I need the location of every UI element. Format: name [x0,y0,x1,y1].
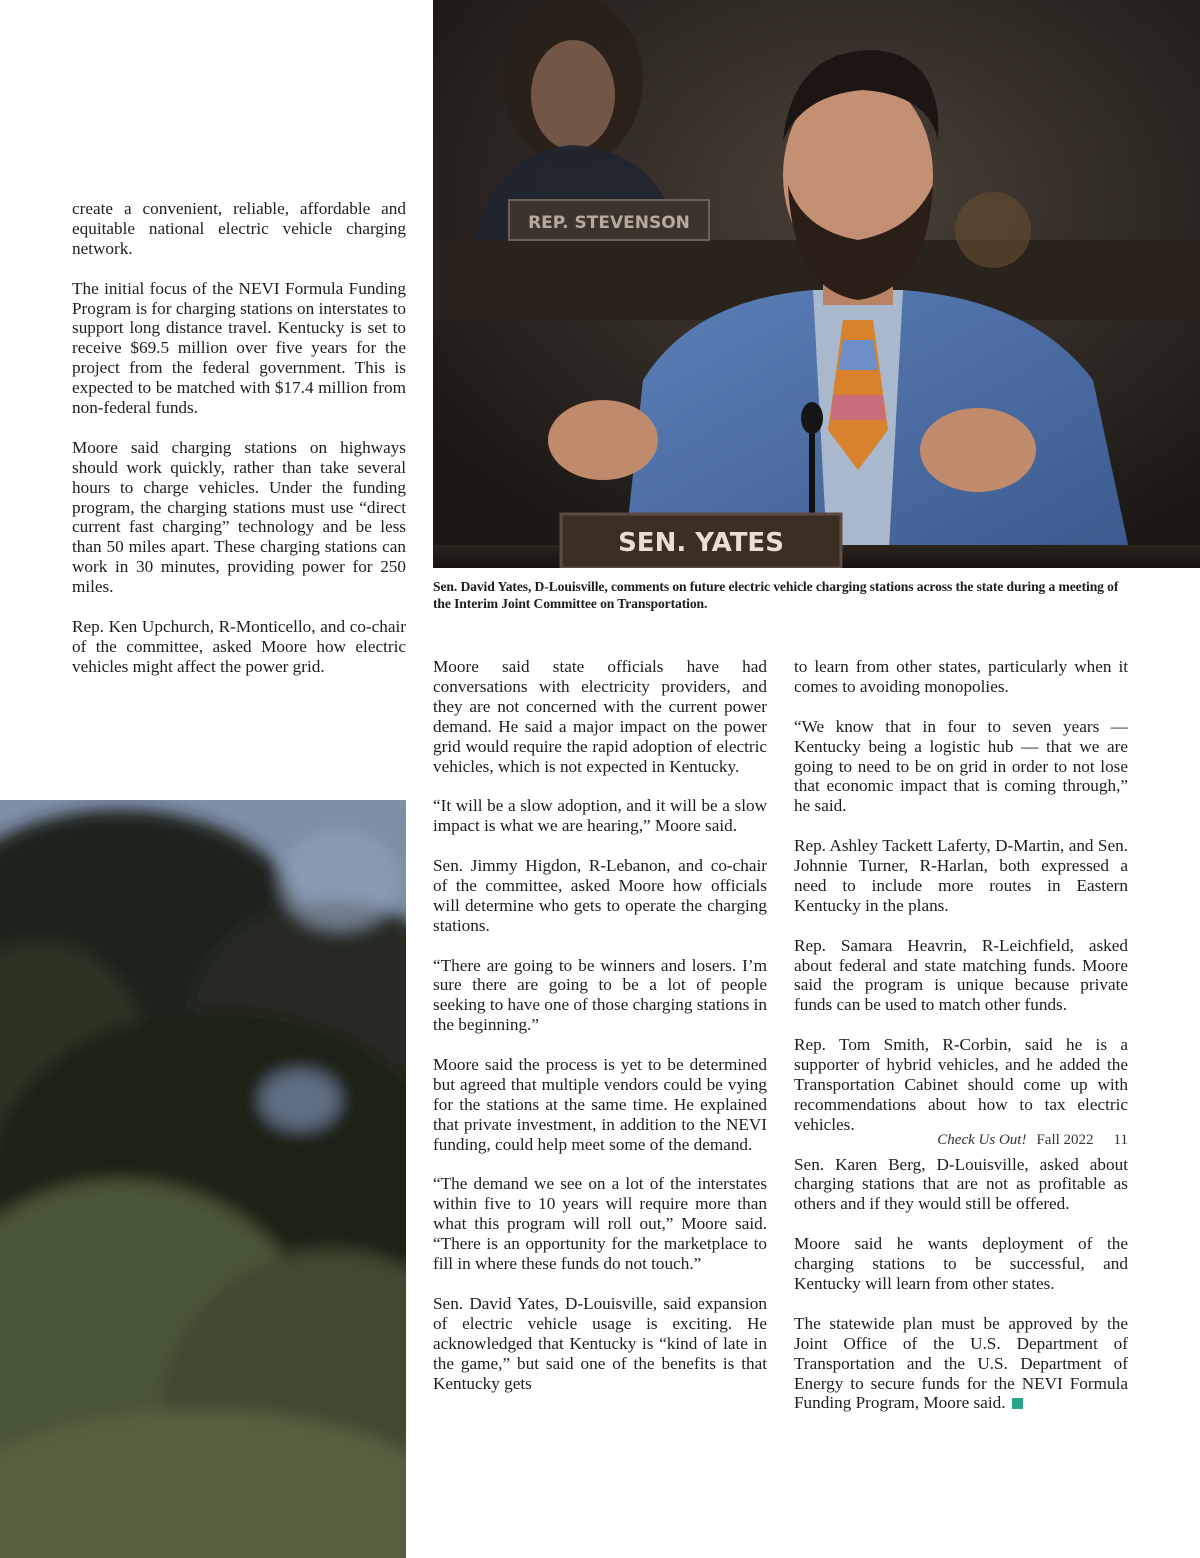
back-nameplate: REP. STEVENSON [528,213,690,233]
paragraph: Rep. Tom Smith, R-Corbin, said he is a supporter of hybrid vehicles, and he added the Transportation Cabinet should come up with recommendations about how to tax electric vehicles. [794,1035,1128,1134]
left-text-column [72,199,406,697]
paragraph: “It will be a slow adoption, and it will be a slow impact is what we are hearing,” Moore said. [433,796,767,836]
end-of-article-mark [1012,1398,1023,1409]
senator-yates-photo [433,0,1200,568]
page-footer [937,1132,1128,1149]
trees-photo [0,800,406,1558]
senator-yates-photo-illustration [433,0,1200,568]
paragraph: Sen. David Yates, D-Louisville, said expansion of electric vehicle usage is exciting. He acknowledged that Kentucky is “kind of late in the game,” but said one of the benefits is that Kentucky gets [433,1293,767,1393]
trees-photo-illustration [0,800,406,1558]
paragraph: create a convenient, reliable, affordable and equitable national electric vehicle charging network. [72,199,406,258]
paragraph: Moore said he wants deployment of the charging stations to be successful, and Kentucky will learn from other states. [794,1234,1128,1293]
paragraph: Moore said the process is yet to be determined but agreed that multiple vendors could be vying for the stations at the same time. He explained that private investment, in addition to the NEVI funding, could help meet some of the demand. [433,1055,767,1154]
final-paragraph [794,1314,1128,1414]
photo-caption: Sen. David Yates, D-Louisville, comments on future electric vehicle charging stations across the state during a meeting of the Interim Joint Committee on Transportation. [433,579,1119,611]
paragraph: “We know that in four to seven years — Kentucky being a logistic hub — that we are going to need to be on grid in order to not lose that economic impact that is coming through,” he said. [794,716,1128,816]
issue-label: Fall 2022 [1036,1132,1094,1148]
paragraph: Sen. Jimmy Higdon, R-Lebanon, and co-chair of the committee, asked Moore how officials will determine who gets to operate the charging stations. [433,856,767,935]
paragraph: Rep. Samara Heavrin, R-Leichfield, asked about federal and state matching funds. Moore said the program is unique because private funds can be used to match other funds. [794,935,1128,1015]
front-nameplate: SEN. YATES [618,528,784,558]
paragraph: “The demand we see on a lot of the interstates within five to 10 years will require more than what this program will roll out,” Moore said. “There is an opportunity for the marketplace to fill in where these funds do not touch.” [433,1174,767,1274]
paragraph: The initial focus of the NEVI Formula Funding Program is for charging stations on interstates to support long distance travel. Kentucky is set to receive $69.5 million over five years for the project from the federal government. This is expected to be matched with $17.4 million from non-federal funds. [72,278,406,418]
final-paragraph-text: The statewide plan must be approved by the Joint Office of the U.S. Department of Transportation and the U.S. Department of Energy to secure funds for the NEVI Formula Funding Program, Moore said. [794,1313,1128,1413]
paragraph: Moore said charging stations on highways should work quickly, rather than take several hours to charge vehicles. Under the funding program, the charging stations must use “direct current fast charging” technology and be less than 50 miles apart. These charging stations can work in 30 minutes, providing power for 250 miles. [72,437,406,597]
magazine-title: Check Us Out! [937,1132,1027,1148]
paragraph: Rep. Ken Upchurch, R-Monticello, and co-chair of the committee, asked Moore how electric vehicles might affect the power grid. [72,616,406,676]
right-text-column [794,657,1128,1433]
paragraph: Sen. Karen Berg, D-Louisville, asked about charging stations that are not as profitable as others and if they would still be offered. [794,1154,1128,1214]
paragraph: Rep. Ashley Tackett Laferty, D-Martin, and Sen. Johnnie Turner, R-Harlan, both expressed a need to include more routes in Eastern Kentucky in the plans. [794,836,1128,915]
page-number: 11 [1113,1132,1128,1148]
paragraph: to learn from other states, particularly when it comes to avoiding monopolies. [794,657,1128,696]
middle-text-column [433,657,767,1413]
paragraph: “There are going to be winners and losers. I’m sure there are going to be a lot of people seeking to have one of those charging stations in the beginning.” [433,955,767,1035]
paragraph: Moore said state officials have had conversations with electricity providers, and they are not concerned with the current power demand. He said a major impact on the power grid would require the rapid adoption of electric vehicles, which is not expected in Kentucky. [433,657,767,776]
